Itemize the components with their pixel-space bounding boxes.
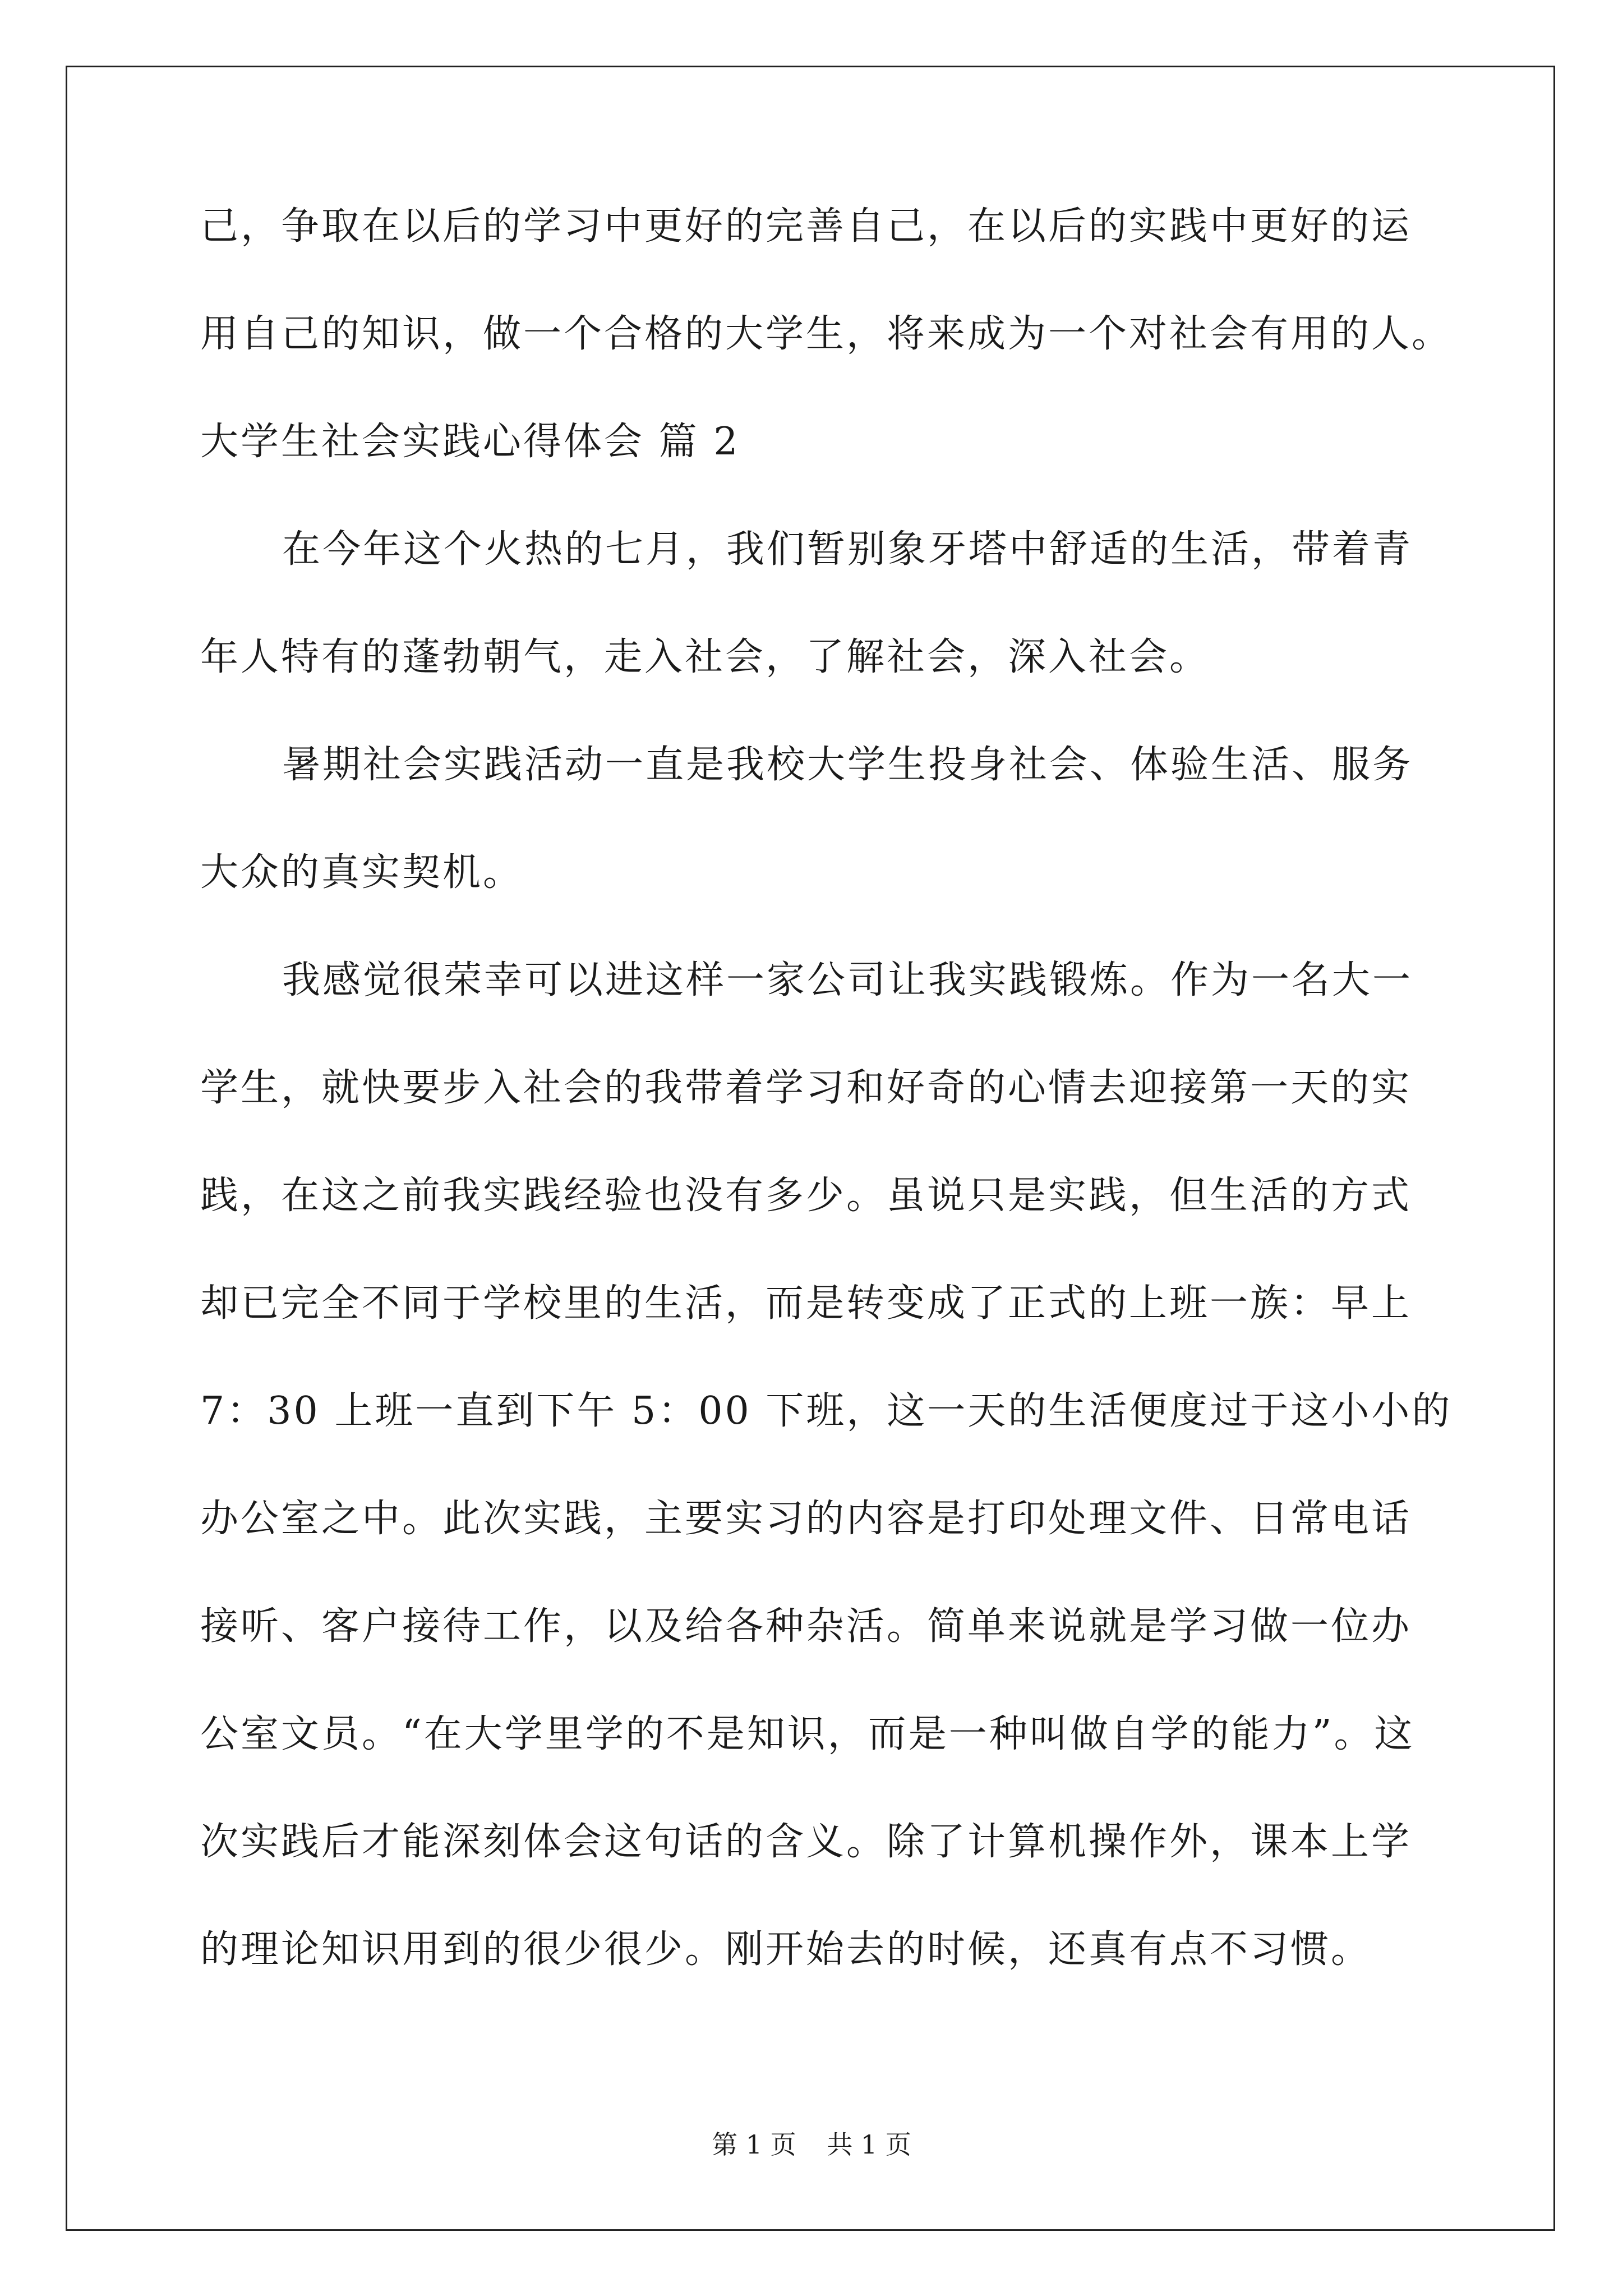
section-heading: 大学生社会实践心得体会 篇 2 bbox=[200, 420, 740, 464]
page-number: 第 1 页 bbox=[712, 2129, 796, 2160]
text-line-11: 却已完全不同于学校里的生活，而是转变成了正式的上班一族：早上 bbox=[200, 1281, 1412, 1326]
text-line-14: 接听、客户接待工作，以及给各种杂活。简单来说就是学习做一位办 bbox=[200, 1604, 1412, 1649]
text-line-2: 用自己的知识，做一个合格的大学生，将来成为一个对社会有用的人。 bbox=[200, 312, 1453, 356]
text-line-9: 学生，就快要步入社会的我带着学习和好奇的心情去迎接第一天的实 bbox=[200, 1066, 1412, 1110]
document-body bbox=[200, 204, 1453, 2039]
text-line-8: 我感觉很荣幸可以进这样一家公司让我实践锻炼。作为一名大一 bbox=[282, 958, 1413, 1002]
text-line-15: 公室文员。“在大学里学的不是知识，而是一种叫做自学的能力”。这 bbox=[200, 1712, 1415, 1756]
text-line-7: 大众的真实契机。 bbox=[200, 850, 524, 895]
text-line-4: 在今年这个火热的七月，我们暂别象牙塔中舒适的生活，带着青 bbox=[282, 527, 1413, 572]
text-line-6: 暑期社会实践活动一直是我校大学生投身社会、体验生活、服务 bbox=[282, 743, 1413, 787]
text-line-16: 次实践后才能深刻体会这句话的含义。除了计算机操作外，课本上学 bbox=[200, 1820, 1412, 1864]
text-line-12: 7：30 上班一直到下午 5：00 下班，这一天的生活便度过于这小小的 bbox=[200, 1389, 1453, 1433]
text-line-5: 年人特有的蓬勃朝气，走入社会，了解社会，深入社会。 bbox=[200, 635, 1210, 679]
page-total: 共 1 页 bbox=[827, 2129, 911, 2160]
text-line-17: 的理论知识用到的很少很少。刚开始去的时候，还真有点不习惯。 bbox=[200, 1927, 1372, 1972]
text-line-1: 己，争取在以后的学习中更好的完善自己，在以后的实践中更好的运 bbox=[200, 204, 1412, 249]
page-footer bbox=[0, 2129, 1623, 2160]
text-line-13: 办公室之中。此次实践，主要实习的内容是打印处理文件、日常电话 bbox=[200, 1497, 1412, 1541]
text-line-10: 践，在这之前我实践经验也没有多少。虽说只是实践，但生活的方式 bbox=[200, 1174, 1412, 1218]
